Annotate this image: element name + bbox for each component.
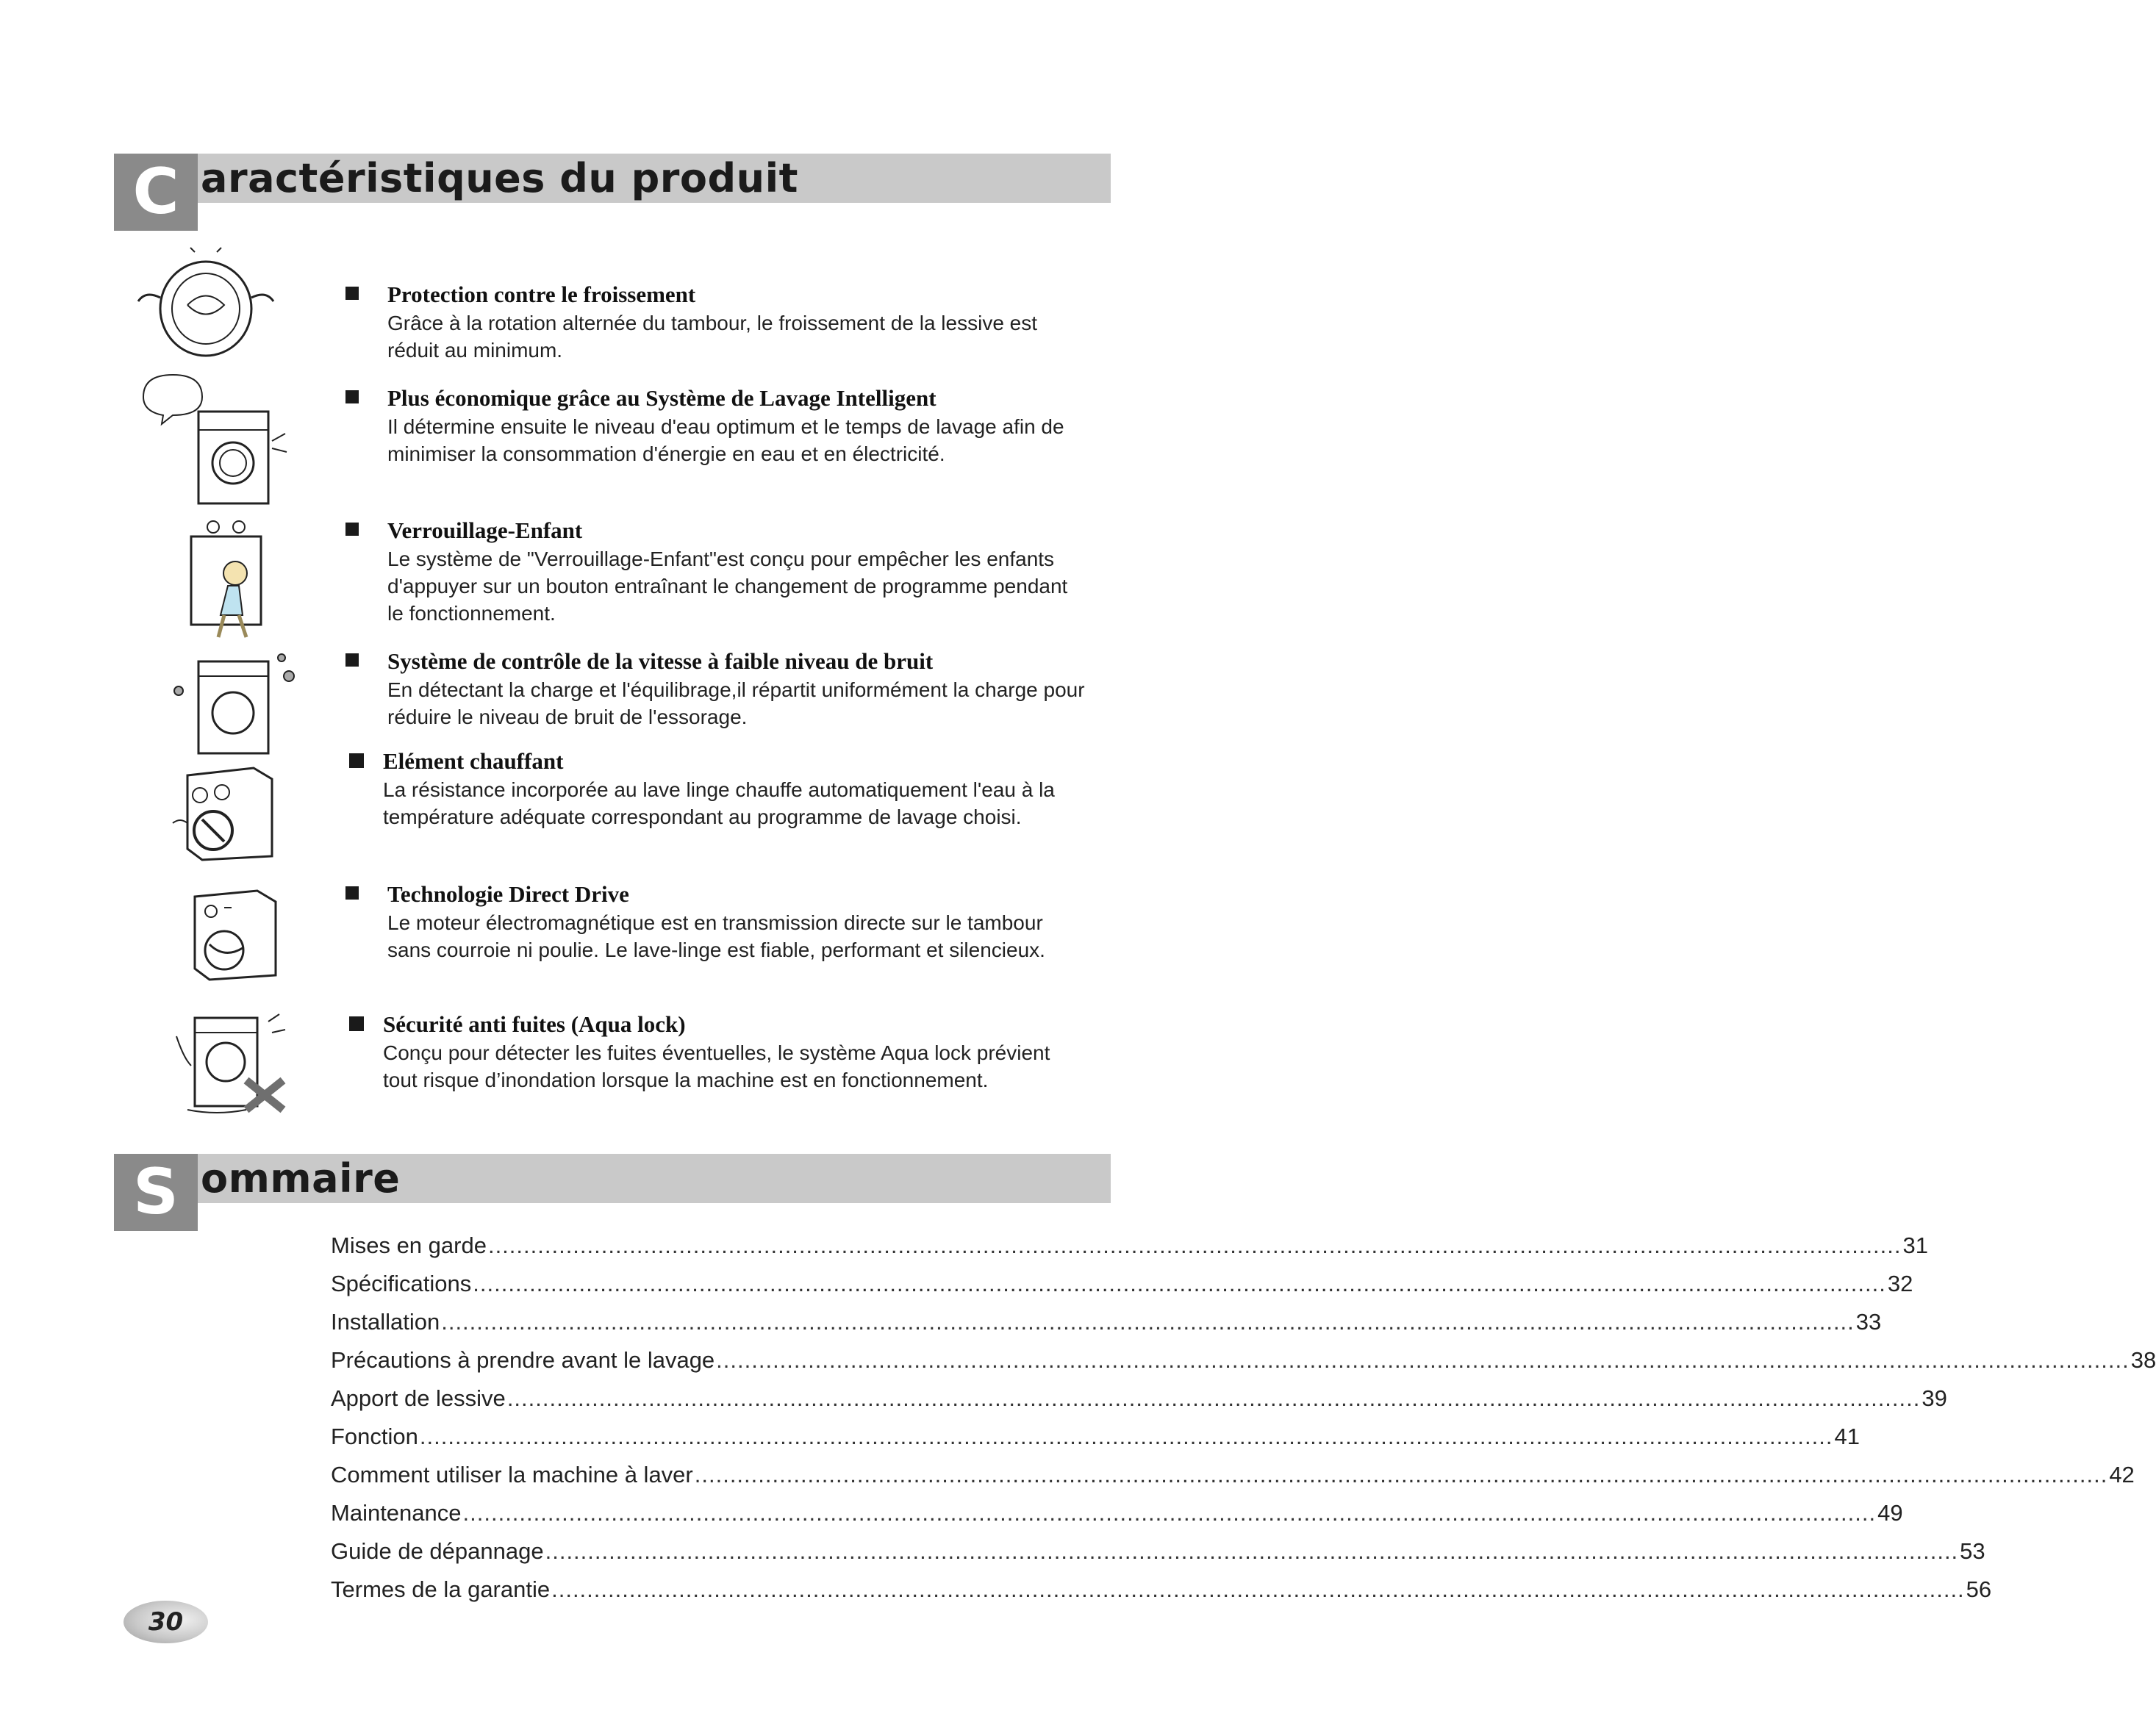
bullet-square-icon xyxy=(349,1016,364,1031)
rotating-drum-icon xyxy=(136,246,276,364)
toc-page: 38 xyxy=(2130,1347,2156,1373)
toc-label: Maintenance xyxy=(331,1500,462,1526)
toc-entry xyxy=(331,1538,1985,1576)
toc-leader-dots: ........................................................................................................................................................................................................ xyxy=(694,1462,2108,1487)
toc-entry xyxy=(331,1424,1860,1462)
toc-page: 42 xyxy=(2109,1462,2135,1487)
toc-label: Mises en garde xyxy=(331,1232,487,1258)
toc-label: Fonction xyxy=(331,1424,418,1449)
feature-description: Le système de "Verrouillage-Enfant"est conçu pour empêcher les enfants d'appuyer sur un bouton entraînant le changement de programme pendant le fonctionnement. xyxy=(387,548,1068,625)
toc-label: Termes de la garantie xyxy=(331,1576,551,1602)
feature-description: En détectant la charge et l'équilibrage,il répartit uniformément la charge pour réduire le niveau de bruit de l'essorage. xyxy=(387,678,1085,728)
feature-title: Verrouillage-Enfant xyxy=(387,517,583,543)
aqua-lock-icon xyxy=(173,1007,301,1117)
toc-page: 53 xyxy=(1960,1538,1985,1564)
page-title: aractéristiques du produit xyxy=(201,155,798,201)
toc-label: Installation xyxy=(331,1309,440,1335)
toc-leader-dots: ........................................................................................................................................................................................................ xyxy=(487,1232,1902,1258)
toc-label: Apport de lessive xyxy=(331,1385,506,1411)
feature-title: Plus économique grâce au Système de Lavage Intelligent xyxy=(387,385,936,411)
table-of-contents xyxy=(331,1232,2156,1615)
toc-page: 31 xyxy=(1902,1232,1928,1258)
section-title: ommaire xyxy=(201,1155,401,1202)
toc-entry xyxy=(331,1347,2156,1385)
bullet-square-icon xyxy=(345,523,359,536)
toc-leader-dots: ........................................................................................................................................................................................................ xyxy=(473,1271,1886,1296)
toc-leader-dots: ........................................................................................................................................................................................................ xyxy=(506,1385,1921,1411)
toc-leader-dots: ........................................................................................................................................................................................................ xyxy=(545,1538,1959,1564)
child-lock-icon xyxy=(184,518,272,647)
feature-title: Système de contrôle de la vitesse à faible niveau de bruit xyxy=(387,648,934,674)
bullet-square-icon xyxy=(345,390,359,403)
bullet-square-icon xyxy=(349,753,364,768)
toc-page: 39 xyxy=(1922,1385,1947,1411)
smart-wash-machine-icon xyxy=(136,367,294,507)
toc-entry xyxy=(331,1576,1992,1615)
feature-description: Grâce à la rotation alternée du tambour, le froissement de la lessive est réduit au minimum. xyxy=(387,312,1038,362)
toc-entry xyxy=(331,1232,1928,1271)
toc-entry xyxy=(331,1385,1947,1424)
toc-leader-dots: ........................................................................................................................................................................................................ xyxy=(462,1500,1877,1526)
feature-description: Le moteur électromagnétique est en transmission directe sur le tambour sans courroie ni poulie. Le lave-linge est fiable, performant et silencieux. xyxy=(387,911,1045,961)
feature-description: Il détermine ensuite le niveau d'eau optimum et le temps de lavage afin de minimiser la consommation d'énergie en eau et en électricité. xyxy=(387,415,1064,465)
direct-drive-machine-icon xyxy=(180,886,279,985)
toc-page: 32 xyxy=(1887,1271,1913,1296)
toc-leader-dots: ........................................................................................................................................................................................................ xyxy=(441,1309,1855,1335)
toc-entry xyxy=(331,1500,1903,1538)
header-initial-letter: C xyxy=(114,154,198,231)
page-number: 30 xyxy=(148,1607,184,1637)
page-number-badge xyxy=(123,1601,208,1643)
low-noise-machine-icon xyxy=(173,650,298,757)
feature-description: Conçu pour détecter les fuites éventuelles, le système Aqua lock prévient tout risque d’inondation lorsque la machine est en fonctionnement. xyxy=(383,1041,1050,1091)
header-initial-letter: S xyxy=(114,1154,198,1231)
feature-title: Elément chauffant xyxy=(383,748,564,774)
toc-leader-dots: ........................................................................................................................................................................................................ xyxy=(716,1347,2130,1373)
bullet-square-icon xyxy=(345,886,359,900)
toc-label: Comment utiliser la machine à laver xyxy=(331,1462,693,1487)
features-section-header xyxy=(114,154,1111,231)
toc-label: Guide de dépannage xyxy=(331,1538,544,1564)
toc-page: 56 xyxy=(1966,1576,1992,1602)
toc-entry xyxy=(331,1462,2135,1500)
toc-entry xyxy=(331,1309,1882,1347)
feature-title: Technologie Direct Drive xyxy=(387,881,629,907)
toc-page: 41 xyxy=(1834,1424,1860,1449)
toc-leader-dots: ........................................................................................................................................................................................................ xyxy=(551,1576,1965,1602)
bullet-square-icon xyxy=(345,653,359,667)
toc-page: 49 xyxy=(1877,1500,1903,1526)
feature-title: Sécurité anti fuites (Aqua lock) xyxy=(383,1011,686,1037)
toc-leader-dots: ........................................................................................................................................................................................................ xyxy=(419,1424,1833,1449)
heater-machine-icon xyxy=(169,764,276,864)
toc-page: 33 xyxy=(1855,1309,1882,1335)
toc-label: Précautions à prendre avant le lavage xyxy=(331,1347,715,1373)
feature-description: La résistance incorporée au lave linge chauffe automatiquement l'eau à la température adéquate correspondant au programme de lavage choisi. xyxy=(383,778,1055,828)
contents-section-header xyxy=(114,1154,1111,1231)
toc-entry xyxy=(331,1271,1913,1309)
feature-title: Protection contre le froissement xyxy=(387,281,696,307)
toc-label: Spécifications xyxy=(331,1271,472,1296)
bullet-square-icon xyxy=(345,287,359,300)
